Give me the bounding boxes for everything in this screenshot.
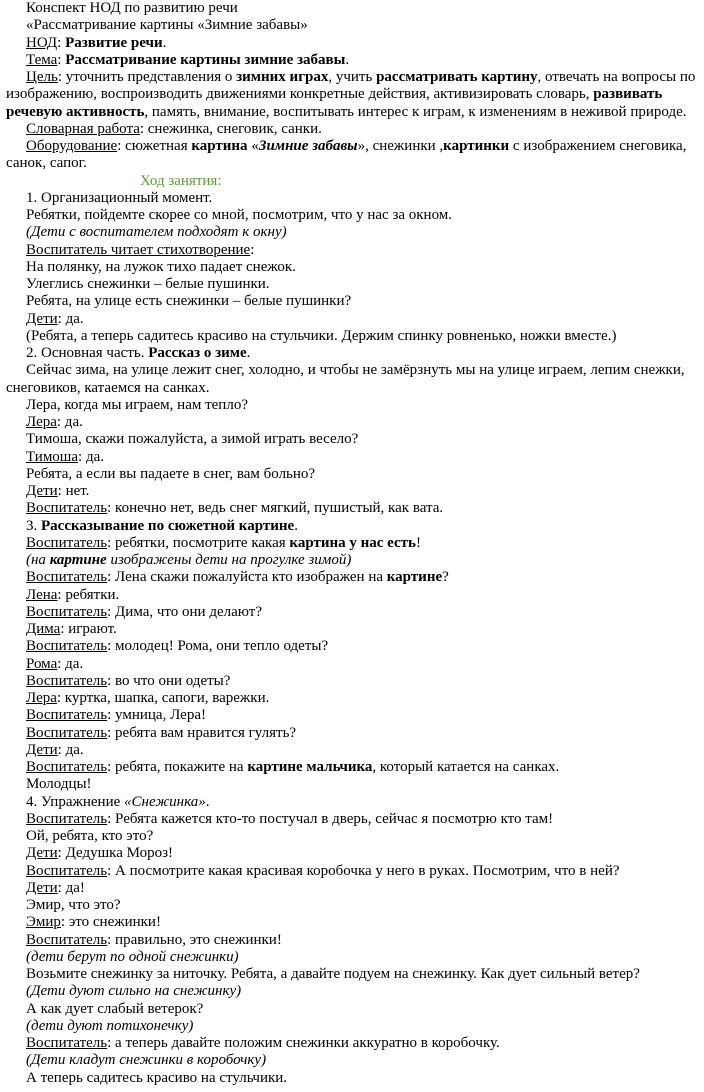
line-46: (Дети дуют сильно на снежинку) xyxy=(26,983,242,1000)
equipment-t1: : сюжетная xyxy=(117,138,192,154)
line-45: Возьмите снежинку за ниточку. Ребята, а давайте подуем на снежинку. Как дует сильный ветер? xyxy=(26,966,640,982)
line-21 xyxy=(6,552,698,569)
nod-value: Развитие речи xyxy=(65,34,163,51)
line-35b: «Снежинка» xyxy=(124,793,206,810)
line-22a: Воспитатель xyxy=(26,569,108,586)
line-15a: Тимоша xyxy=(26,448,79,465)
goal-t4: , память, внимание, воспитывать интерес к играм, к изменениям в неживой природе. xyxy=(144,103,687,120)
line-49 xyxy=(6,1035,698,1052)
line-35c: . xyxy=(205,793,210,810)
line-35a: 4. Упражнение xyxy=(26,793,124,810)
line-39a: Воспитатель xyxy=(26,862,108,879)
equipment-b1: картина xyxy=(191,138,248,154)
line-13b: : да. xyxy=(56,414,83,430)
line-4a: Воспитатель читает стихотворение xyxy=(26,241,251,258)
line-10a: 2. Основная часть. xyxy=(26,345,149,361)
line-20d: ! xyxy=(415,534,421,551)
line-32 xyxy=(6,742,698,759)
line-10 xyxy=(6,345,698,362)
equipment-label: Оборудование xyxy=(26,138,118,154)
line-25b: : играют. xyxy=(60,621,117,637)
line-24a: Воспитатель xyxy=(26,603,108,620)
line-27b: : да. xyxy=(57,655,84,672)
line-15b: : да. xyxy=(78,448,104,465)
line-26 xyxy=(6,638,698,655)
line-44: (дети берут по одной снежинки) xyxy=(26,948,239,965)
equipment-b2: картинки xyxy=(443,138,510,154)
line-31b: : ребята вам нравится гулять? xyxy=(107,724,297,741)
tema-end: . xyxy=(345,51,350,68)
vocab-text: : снежинка, снеговик, санки. xyxy=(139,120,322,137)
line-18 xyxy=(6,500,698,517)
line-26a: Воспитатель xyxy=(26,638,108,655)
line-17 xyxy=(6,483,698,500)
line-28a: Воспитатель xyxy=(26,672,108,689)
line-43 xyxy=(6,932,698,949)
line-39 xyxy=(6,863,698,880)
line-18b: : конечно нет, ведь снег мягкий, пушистый, как вата. xyxy=(107,500,444,517)
line-25a: Дима xyxy=(26,621,61,637)
line-41: Эмир, что это? xyxy=(26,897,121,913)
line-15 xyxy=(6,449,698,466)
line-20c: картина у нас есть xyxy=(289,534,416,551)
line-30 xyxy=(6,707,698,724)
line-36b: : Ребята кажется кто-то постучал в дверь, сейчас я посмотрю кто там! xyxy=(107,810,554,827)
equipment-bi1: Зимние забавы xyxy=(258,138,358,154)
line-40 xyxy=(6,880,698,897)
line-22 xyxy=(6,569,698,586)
line-43b: : правильно, это снежинки! xyxy=(107,931,282,948)
line-29b: : куртка, шапка, сапоги, варежки. xyxy=(56,690,270,706)
line-40a: Дети xyxy=(26,879,58,896)
line-14: Тимоша, скажи пожалуйста, а зимой играть весело? xyxy=(26,431,359,448)
line-4b: : xyxy=(250,241,255,258)
line-2: Ребятки, пойдемте скорее со мной, посмотрим, что у нас за окном. xyxy=(26,207,453,223)
line-22d: ? xyxy=(442,569,449,586)
line-34: Молодцы! xyxy=(26,776,92,793)
line-23 xyxy=(6,587,698,604)
line-13 xyxy=(6,414,698,431)
line-20 xyxy=(6,535,698,552)
title-line-1: Конспект НОД по развитию речи xyxy=(26,0,238,16)
tema-label: Тема xyxy=(26,51,58,68)
line-42a: Эмир xyxy=(26,914,61,931)
line-42b: : это снежинки! xyxy=(60,914,161,931)
line-19a: 3. xyxy=(26,517,41,534)
line-33d: , который катается на санках. xyxy=(372,759,560,775)
goal-paragraph xyxy=(6,69,698,121)
line-27 xyxy=(6,656,698,673)
line-17b: : нет. xyxy=(57,483,90,499)
line-49a: Воспитатель xyxy=(26,1035,108,1051)
line-19b: Рассказывание по сюжетной картине xyxy=(41,517,295,534)
line-39b: : А посмотрите какая красивая коробочка у него в руках. Посмотрим, что в ней? xyxy=(107,862,620,879)
lesson-heading: Ход занятия: xyxy=(140,172,222,189)
equipment-t3: », снежинки , xyxy=(357,138,444,154)
line-31a: Воспитатель xyxy=(26,724,108,741)
line-33c: картине мальчика xyxy=(247,759,373,775)
goal-t2: , учить xyxy=(328,69,377,85)
line-47: А как дует слабый ветерок? xyxy=(26,1000,204,1017)
line-7: Ребята, на улице есть снежинки – белые пушинки? xyxy=(26,293,352,310)
line-13a: Лера xyxy=(26,414,57,430)
nod-line xyxy=(6,35,698,52)
tema-line xyxy=(6,52,698,69)
line-23b: : ребятки. xyxy=(57,586,120,603)
line-33a: Воспитатель xyxy=(26,759,108,775)
line-20a: Воспитатель xyxy=(26,534,108,551)
line-8 xyxy=(6,311,698,328)
goal-t1: : уточнить представления о xyxy=(57,69,237,85)
line-20b: : ребятки, посмотрите какая xyxy=(107,534,290,551)
line-10c: . xyxy=(246,345,251,361)
line-21b: картине xyxy=(49,552,107,568)
tema-value: Рассматривание картины зимние забавы xyxy=(65,51,346,68)
line-49b: : а теперь давайте положим снежинки аккуратно в коробочку. xyxy=(107,1035,500,1051)
line-17a: Дети xyxy=(26,483,58,499)
equipment-paragraph xyxy=(6,138,698,173)
line-8b: : да. xyxy=(57,310,84,327)
line-33b: : ребята, покажите на xyxy=(107,759,248,775)
line-25 xyxy=(6,621,698,638)
line-30b: : умница, Лера! xyxy=(107,707,206,724)
line-19 xyxy=(6,518,698,535)
nod-sep: : xyxy=(57,34,66,51)
line-51: А теперь садитесь красиво на стульчики. xyxy=(26,1069,288,1086)
line-8a: Дети xyxy=(26,310,58,327)
line-43a: Воспитатель xyxy=(26,931,108,948)
line-22b: : Лена скажи пожалуйста кто изображен на xyxy=(107,569,387,586)
line-12: Лера, когда мы играем, нам тепло? xyxy=(26,396,248,413)
goal-t3: , отвечать на вопросы по изображению, воспроизводить движениями конкретные действия, активизировать словарь, xyxy=(6,69,696,103)
line-35 xyxy=(6,794,698,811)
line-1: 1. Организационный момент. xyxy=(26,189,213,206)
line-21a: (на xyxy=(26,552,50,568)
line-30a: Воспитатель xyxy=(26,707,108,724)
tema-sep: : xyxy=(57,51,66,68)
line-40b: : да! xyxy=(57,879,85,896)
goal-b1: зимних играх xyxy=(236,69,329,85)
equipment-t4: с изображением снеговика, санок, сапог. xyxy=(6,138,687,172)
goal-b2: рассматривать картину xyxy=(376,69,538,85)
line-29 xyxy=(6,690,698,707)
line-21c: изображены дети на прогулке зимой) xyxy=(106,552,352,568)
line-29a: Лера xyxy=(26,690,57,706)
line-42 xyxy=(6,914,698,931)
line-9: (Ребята, а теперь садитесь красиво на стульчики. Держим спинку ровненько, ножки вместе.) xyxy=(26,327,617,344)
line-38a: Дети xyxy=(26,845,58,862)
line-23a: Лена xyxy=(26,586,58,603)
line-5: На полянку, на лужок тихо падает снежок. xyxy=(26,258,296,275)
line-48: (дети дуют потихонечку) xyxy=(26,1017,194,1034)
line-27a: Рома xyxy=(26,655,58,672)
line-24b: : Дима, что они делают? xyxy=(107,603,262,620)
vocab-label: Словарная работа xyxy=(26,120,140,137)
line-19c: . xyxy=(294,517,298,534)
line-11: Сейчас зима, на улице лежит снег, холодно, и чтобы не замёрзнуть мы на улице играем, лепим снежки, снеговиков, катаемся на санках. xyxy=(6,362,685,396)
line-18a: Воспитатель xyxy=(26,500,108,517)
line-38b: : Дедушка Мороз! xyxy=(57,845,173,862)
line-16: Ребята, а если вы падаете в снег, вам больно? xyxy=(26,465,316,482)
line-32a: Дети xyxy=(26,741,58,758)
nod-end: . xyxy=(162,34,167,51)
line-6: Улеглись снежинки – белые пушинки. xyxy=(26,276,270,292)
nod-label: НОД xyxy=(26,34,58,51)
line-28b: : во что они одеты? xyxy=(107,672,231,689)
goal-label: Цель xyxy=(26,69,58,85)
line-38 xyxy=(6,845,698,862)
line-3: (Дети с воспитателем подходят к окну) xyxy=(26,224,287,241)
line-24 xyxy=(6,604,698,621)
line-10b: Рассказ о зиме xyxy=(148,345,247,361)
line-50: (Дети кладут снежинки в коробочку) xyxy=(26,1052,267,1069)
line-26b: : молодец! Рома, они тепло одеты? xyxy=(107,638,329,655)
line-32b: : да. xyxy=(57,741,84,758)
line-33 xyxy=(6,759,698,776)
line-37: Ой, ребята, кто это? xyxy=(26,828,154,844)
line-36a: Воспитатель xyxy=(26,810,108,827)
line-28 xyxy=(6,673,698,690)
goal-b3: развивать речевую активность xyxy=(6,86,663,120)
equipment-t2: « xyxy=(247,138,259,154)
vocab-line xyxy=(6,121,698,138)
line-22c: картине xyxy=(386,569,443,586)
line-4 xyxy=(6,242,698,259)
title-line-2: «Рассматривание картины «Зимние забавы» xyxy=(26,17,308,34)
line-36 xyxy=(6,811,698,828)
line-31 xyxy=(6,725,698,742)
